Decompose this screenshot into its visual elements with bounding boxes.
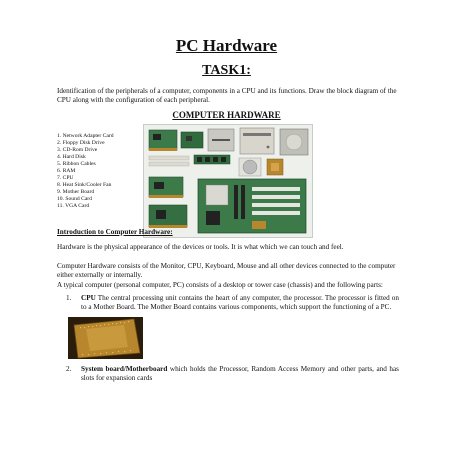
legend-item: 5. Ribbon Cables: [57, 161, 96, 167]
list-item-body: [81, 365, 399, 383]
legend-item: 9. Mother Board: [57, 189, 95, 195]
computer-hardware-heading: COMPUTER HARDWARE: [172, 110, 281, 120]
hardware-components-illustration: [144, 125, 312, 237]
cpu-chip-illustration: [68, 317, 143, 359]
legend-item: 7. CPU: [57, 175, 74, 181]
list-number: 2.: [66, 365, 72, 373]
list-text: which holds the Processor, Random Access Memory and other parts, and has slots for expansion cards: [81, 365, 399, 382]
hardware-components-photo: [143, 124, 313, 238]
legend-item: 10. Sound Card: [57, 196, 92, 202]
legend-item: 11. VGA Card: [57, 203, 90, 209]
legend-item: 1. Network Adapter Card: [57, 133, 114, 139]
list-number: 1.: [66, 294, 72, 302]
list-item: [66, 365, 399, 385]
legend-item: 2. Floppy Disk Drive: [57, 140, 105, 146]
task-description: Identification of the peripherals of a computer, components in a CPU and its functions. Draw the block diagram of the CPU along with the configuration of each peripheral.: [57, 87, 397, 104]
list-term: CPU: [81, 294, 96, 302]
task-heading: TASK1:: [202, 63, 251, 78]
list-text: The central processing unit contains the heart of any computer, the processor. The processor is fitted on to a Mother Board. The Mother Board contains various components, which support the functioning of a PC.: [81, 294, 399, 311]
paragraph: A typical computer (personal computer, PC) consists of a desktop or tower case (chassis) and the following parts:: [57, 281, 383, 289]
legend-item: 4. Hard Disk: [57, 154, 86, 160]
page-title: PC Hardware: [175, 36, 278, 55]
cpu-photo: [68, 317, 143, 359]
list-item-body: [81, 294, 399, 312]
paragraph: Hardware is the physical appearance of the devices or tools. It is what which we can touch and feel.: [57, 243, 344, 251]
legend-item: 8. Heat Sink/Cooler Fan: [57, 182, 112, 188]
legend-item: 6. RAM: [57, 168, 76, 174]
list-term: System board/Motherboard: [81, 365, 168, 373]
legend-item: 3. CD-Rom Drive: [57, 147, 98, 153]
component-legend: [57, 133, 147, 210]
paragraph: Computer Hardware consists of the Monitor, CPU, Keyboard, Mouse and all other devices connected to the computer either externally or internally.: [57, 262, 396, 279]
section-heading: Introduction to Computer Hardware:: [57, 228, 173, 236]
